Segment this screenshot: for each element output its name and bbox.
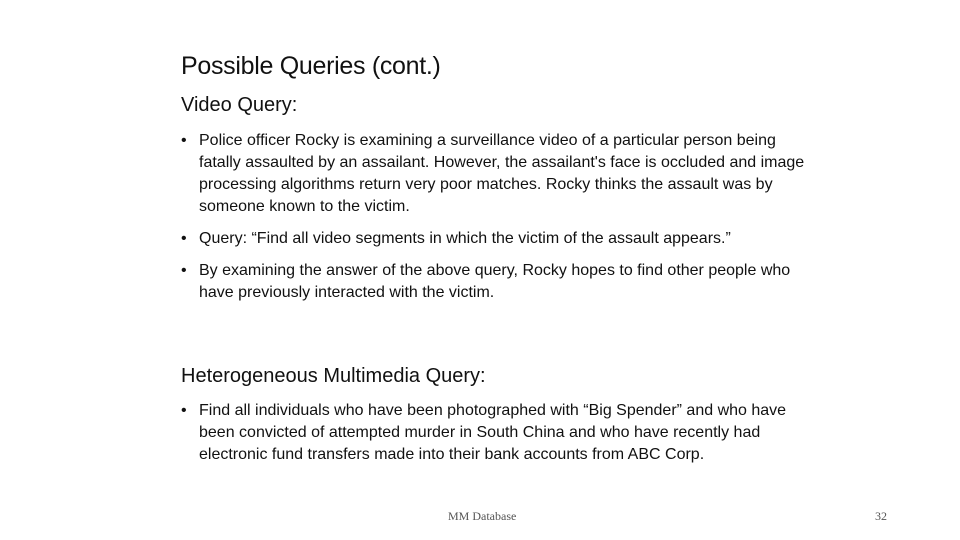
bullet-icon: •: [181, 230, 187, 247]
video-query-heading: Video Query:: [181, 94, 298, 116]
list-item: [181, 400, 821, 466]
slide-title: Possible Queries (cont.): [181, 52, 441, 80]
video-query-bullets: [181, 130, 821, 314]
heterogeneous-query-bullets: [181, 400, 821, 476]
bullet-text: Query: “Find all video segments in which the victim of the assault appears.”: [199, 230, 731, 247]
list-item: [181, 130, 821, 218]
footer-text: MM Database: [448, 509, 517, 523]
bullet-text: By examining the answer of the above query, Rocky hopes to find other people who have previously interacted with the victim.: [199, 262, 791, 301]
bullet-icon: •: [181, 262, 187, 279]
heterogeneous-query-heading: Heterogeneous Multimedia Query:: [181, 365, 486, 387]
bullet-text: Find all individuals who have been photographed with “Big Spender” and who have been convicted of attempted murder in South China and who have recently had electronic fund transfers made into their bank accounts from ABC Corp.: [199, 402, 787, 463]
page-number: 32: [875, 509, 887, 523]
bullet-text: Police officer Rocky is examining a surveillance video of a particular person being fatally assaulted by an assailant. However, the assailant's face is occluded and image processing algorithms return very poor matches. Rocky thinks the assault was by someone known to the victim.: [199, 132, 805, 215]
list-item: [181, 228, 821, 250]
bullet-icon: •: [181, 132, 187, 149]
bullet-icon: •: [181, 402, 187, 419]
list-item: [181, 260, 821, 304]
